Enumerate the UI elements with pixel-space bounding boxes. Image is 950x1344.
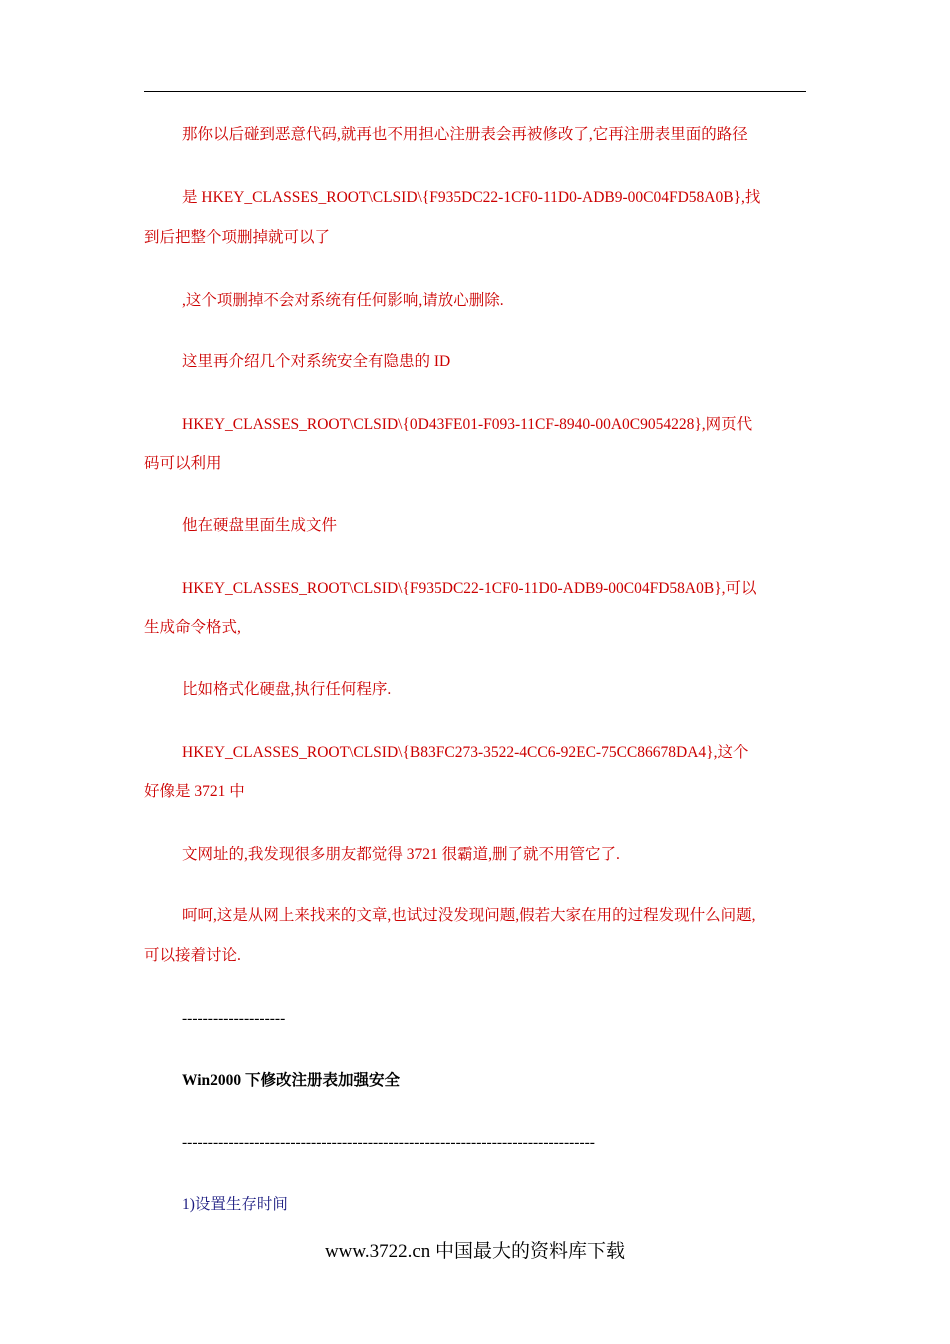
paragraph-11: 呵呵,这是从网上来找来的文章,也试过没发现问题,假若大家在用的过程发现什么问题, [182, 907, 756, 924]
list-item-1: 1)设置生存时间 [182, 1196, 288, 1213]
paragraph-2: 是 HKEY_CLASSES_ROOT\CLSID\{F935DC22-1CF0-11D0-ADB9-00C04FD58A0B},找 [182, 189, 761, 206]
paragraph-7: HKEY_CLASSES_ROOT\CLSID\{F935DC22-1CF0-11D0-ADB9-00C04FD58A0B},可以 [182, 580, 757, 597]
paragraph-3: ,这个项删掉不会对系统有任何影响,请放心删除. [182, 292, 504, 309]
paragraph-4: 这里再介绍几个对系统安全有隐患的 ID [182, 353, 451, 370]
header-rule [144, 91, 806, 92]
paragraph-5-continuation: 码可以利用 [144, 455, 222, 472]
paragraph-6: 他在硬盘里面生成文件 [182, 517, 338, 534]
paragraph-8: 比如格式化硬盘,执行任何程序. [182, 681, 392, 698]
paragraph-7-continuation: 生成命令格式, [144, 619, 241, 636]
paragraph-5: HKEY_CLASSES_ROOT\CLSID\{0D43FE01-F093-11CF-8940-00A0C9054228},网页代 [182, 416, 753, 433]
paragraph-9: HKEY_CLASSES_ROOT\CLSID\{B83FC273-3522-4CC6-92EC-75CC86678DA4},这个 [182, 744, 749, 761]
paragraph-1: 那你以后碰到恶意代码,就再也不用担心注册表会再被修改了,它再注册表里面的路径 [182, 126, 748, 143]
paragraph-10: 文网址的,我发现很多朋友都觉得 3721 很霸道,删了就不用管它了. [182, 846, 620, 863]
footer-text: www.3722.cn 中国最大的资料库下载 [324, 1241, 626, 1262]
section-heading: Win2000 下修改注册表加强安全 [182, 1072, 401, 1089]
paragraph-11-continuation: 可以接着讨论. [144, 947, 241, 964]
short-separator: -------------------- [182, 1010, 286, 1027]
paragraph-9-continuation: 好像是 3721 中 [144, 783, 245, 800]
long-separator: -------------------------------------------------------------------------------- [182, 1134, 595, 1151]
paragraph-2-continuation: 到后把整个项删掉就可以了 [144, 229, 331, 246]
